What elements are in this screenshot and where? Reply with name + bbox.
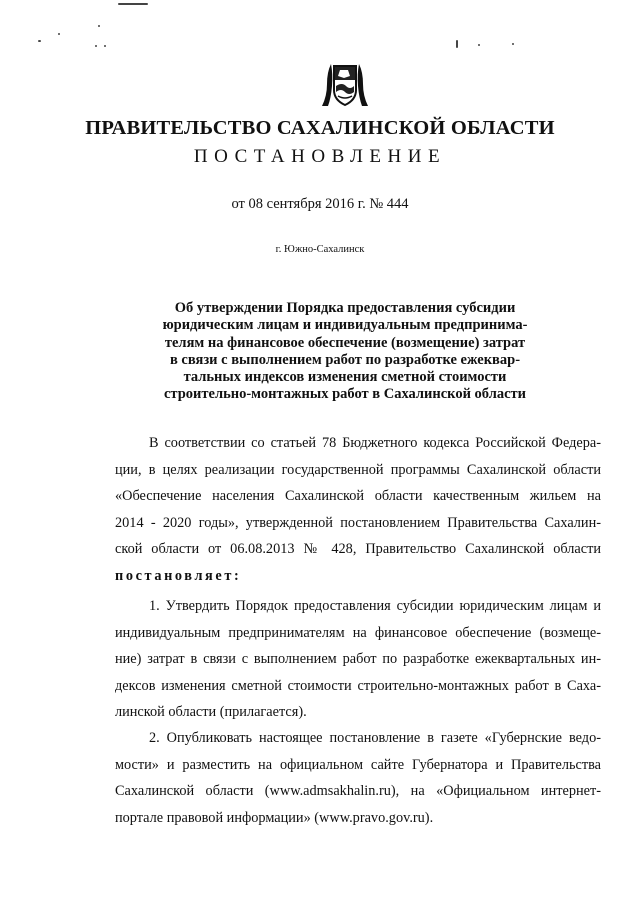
scan-speck: [104, 45, 106, 47]
title-line: тальных индексов изменения сметной стоимости: [183, 369, 507, 386]
date-and-number: от 08 сентября 2016 г. № 444: [231, 196, 409, 212]
preamble-line: «Обеспечение населения Сахалинской области качественным жильем на: [115, 488, 601, 504]
preamble-line: В соответствии со статьей 78 Бюджетного кодекса Российской Федера-: [149, 435, 601, 451]
title-line: Об утверждении Порядка предоставления субсидии: [174, 300, 516, 316]
preamble: [115, 430, 601, 589]
scan-speck: [456, 40, 458, 48]
item-2: [115, 725, 601, 831]
item-2-line: портале правовой информации» (www.pravo.gov.ru).: [115, 809, 434, 826]
document-type: ПОСТАНОВЛЕНИЕ: [193, 146, 447, 167]
item-2-line: мости» и разместить на официальном сайте Губернатора и Правительства: [115, 756, 601, 773]
scan-speck: [95, 45, 97, 47]
resolves-word: постановляет:: [115, 567, 242, 584]
item-1-line: 1. Утвердить Порядок предоставления субсидии юридическим лицам и: [149, 598, 601, 614]
item-1-line: линской области (прилагается).: [115, 704, 307, 720]
scan-speck: [512, 43, 514, 45]
title-line: юридическим лицам и индивидуальным предпринима-: [162, 317, 528, 334]
item-1-line: ние) затрат в связи с выполнением работ по разработке ежеквартальных ин-: [115, 651, 601, 667]
item-1: [115, 593, 601, 726]
preamble-line: 2014 - 2020 годы», утвержденной постановлением Правительства Сахалин-: [115, 514, 601, 531]
title-line: строительно-монтажных работ в Сахалинской области: [163, 386, 526, 403]
title-line: телям на финансовое обеспечение (возмещение) затрат: [164, 334, 526, 351]
item-1-line: дексов изменения сметной стоимости строительно-монтажных работ в Саха-: [115, 677, 601, 694]
government-name: ПРАВИТЕЛЬСТВО САХАЛИНСКОЙ ОБЛАСТИ: [85, 117, 555, 139]
item-1-line: индивидуальным предпринимателям на финансовое обеспечение (возмеще-: [115, 624, 601, 641]
preamble-line: ской области от 06.08.2013 № 428, Правительство Сахалинской области: [115, 541, 601, 557]
preamble-line: ции, в целях реализации государственной программы Сахалинской области: [115, 461, 601, 478]
title-line: в связи с выполнением работ по разработке ежеквар-: [169, 351, 521, 368]
scan-speck: [58, 33, 60, 35]
scan-speck: [118, 3, 148, 5]
scan-speck: [478, 44, 480, 46]
item-2-line: Сахалинской области (www.admsakhalin.ru), на «Официальном интернет-: [115, 783, 601, 799]
scan-speck: [38, 40, 41, 42]
scan-speck: [98, 25, 100, 27]
document-title: [130, 300, 560, 404]
sakhalin-coat-of-arms-icon: [318, 56, 372, 108]
city: г. Южно-Сахалинск: [275, 244, 365, 255]
item-2-line: 2. Опубликовать настоящее постановление в газете «Губернские ведо-: [149, 730, 601, 746]
